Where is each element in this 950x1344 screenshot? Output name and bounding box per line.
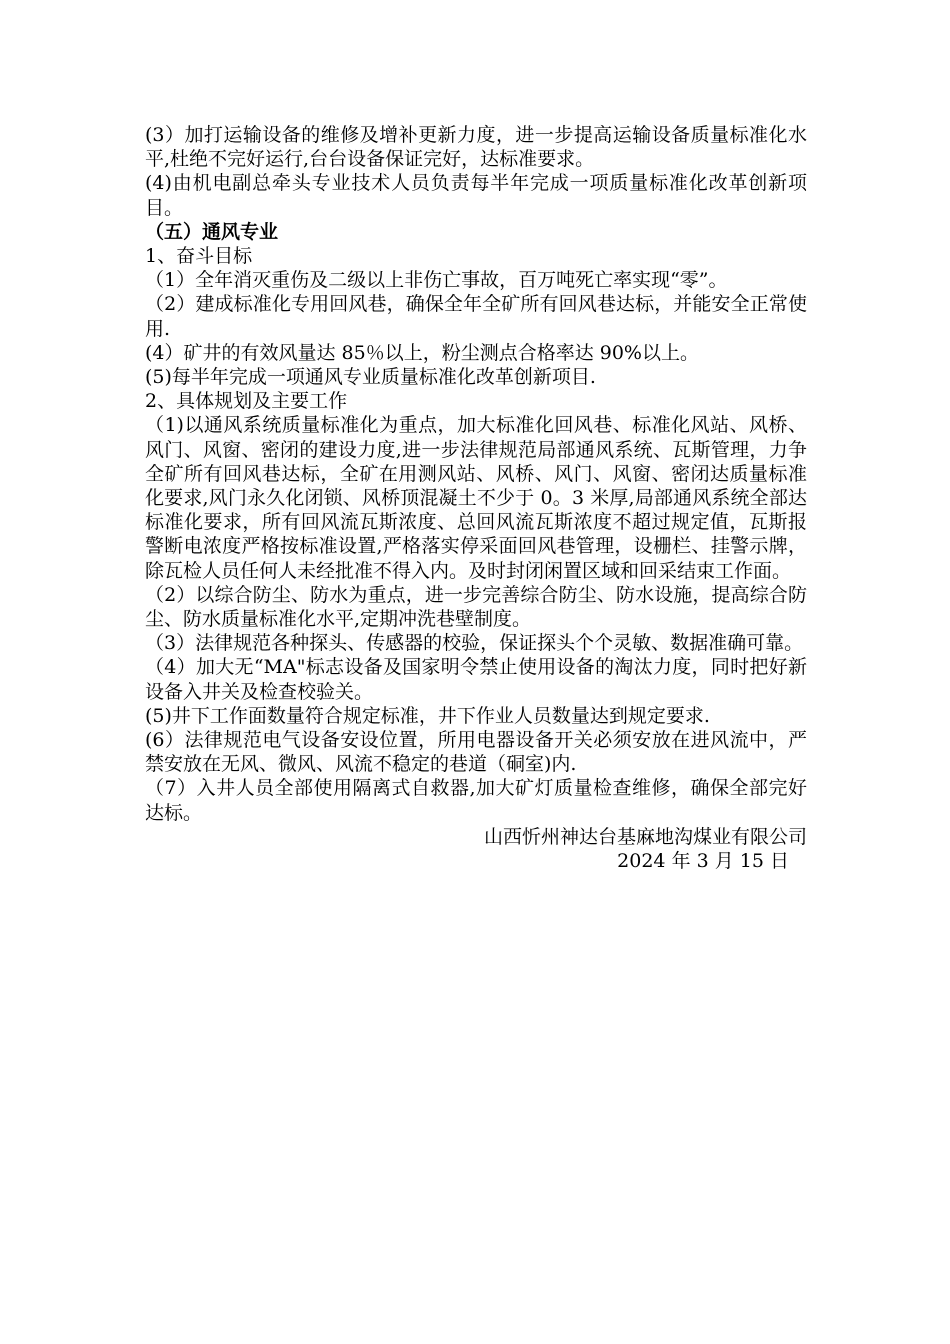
plan-item-4: （4）加大无“MA"标志设备及国家明令禁止使用设备的淘汰力度，同时把好新设备入井关及检查校验关。 [145, 656, 807, 703]
plan-item-6: (6）法律规范电气设备安设位置，所用电器设备开关必须安放在进风流中，严禁安放在无风、微风、风流不稳定的巷道（硐室)内. [145, 729, 807, 776]
subheading-plan: 2、具体规划及主要工作 [145, 390, 348, 413]
plan-item-1: （1)以通风系统质量标准化为重点，加大标准化回风巷、标准化风站、风桥、风门、风窗、密闭的建设力度,进一步法律规范局部通风系统、瓦斯管理，力争全矿所有回风巷达标，全矿在用测风站、风桥、风门、风窗、密闭达质量标准化要求,风门永久化闭锁、风桥顶混凝土不少于 0。3 米厚,局部通风系统全部达标准化要求，所有回风流瓦斯浓度、总回风流瓦斯浓度不超过规定值，瓦斯报警断电浓度严格按标准设置,严格落实停采面回风巷管理，设栅栏、挂警示牌，除瓦检人员任何人未经批准不得入内。及时封闭闲置区域和回采结束工作面。 [145, 414, 807, 582]
paragraph-innovation-project: (4)由机电副总牵头专业技术人员负责每半年完成一项质量标准化改革创新项目。 [145, 172, 807, 219]
plan-item-3: （3）法律规范各种探头、传感器的校验，保证探头个个灵敏、数据准确可靠。 [145, 632, 804, 655]
subheading-goals: 1、奋斗目标 [145, 245, 253, 268]
goal-item-4: (4）矿井的有效风量达 85％以上，粉尘测点合格率达 90%以上。 [145, 341, 699, 364]
signature-date: 2024 年 3 月 15 日 [617, 850, 789, 873]
section-heading-ventilation: （五）通风专业 [145, 220, 279, 243]
plan-item-7: （7）入井人员全部使用隔离式自救器,加大矿灯质量检查维修，确保全部完好达标。 [145, 777, 807, 824]
document-body [145, 123, 807, 873]
signature-company: 山西忻州神达台基麻地沟煤业有限公司 [483, 825, 807, 848]
goal-item-1: （1）全年消灭重伤及二级以上非伤亡事故，百万吨死亡率实现“零”。 [145, 269, 728, 292]
plan-item-2: （2）以综合防尘、防水为重点，进一步完善综合防尘、防水设施，提高综合防尘、防水质量标准化水平,定期冲洗巷壁制度。 [145, 583, 807, 631]
goal-item-5: (5)每半年完成一项通风专业质量标准化改革创新项目. [145, 366, 596, 389]
paragraph-transport-equipment: (3）加打运输设备的维修及增补更新力度，进一步提高运输设备质量标准化水平,杜绝不完好运行,台台设备保证完好，达标准要求。 [145, 124, 807, 171]
goal-item-2: （2）建成标准化专用回风巷，确保全年全矿所有回风巷达标，并能安全正常使用. [145, 293, 807, 340]
plan-item-5: (5)井下工作面数量符合规定标准，井下作业人员数量达到规定要求. [145, 704, 710, 727]
